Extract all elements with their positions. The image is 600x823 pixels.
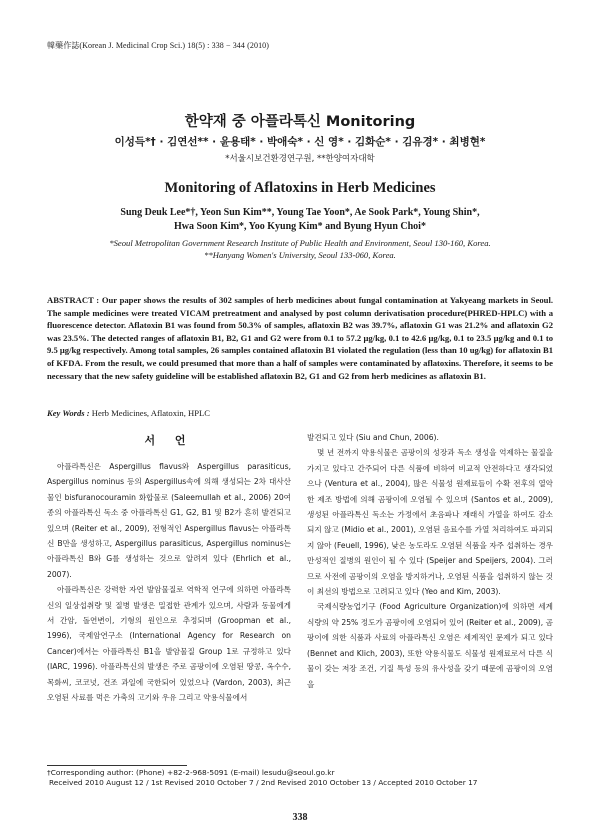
intro-paragraph-1: 아플라톡신은 Aspergillus flavus와 Aspergillus parasiticus, Aspergillus nominus 등의 Aspergillus속에 의해 생성되는 2차 대사산물인 bisfuranocouramin 화합물로 (Saleemullah et al., 2006) 20여 종의 아플라톡신 독소 중 아플라톡신 G1, G2, B1 및 B2가 흔히 발견되고 있으며 (Reiter et al., 2009), 전형적인 Aspergillus flavus는 아플라톡신 B만을 생성하고, Aspergillus parasiticus, Aspergillus nominus는 아플라톡신 B와 G를 생성하는 것으로 알려져 있다 (Ehrlich et al., 2007). [47, 462, 291, 579]
journal-header: 韓藥作誌(Korean J. Medicinal Crop Sci.) 18(5) : 338 − 344 (2010) [47, 41, 270, 50]
english-authors-line-1: Sung Deuk Lee*†, Yeon Sun Kim**, Young Tae Yoon*, Ae Sook Park*, Young Shin*, [120, 207, 480, 218]
intro-paragraph-4: 국제식량농업기구 (Food Agriculture Organization)에 의하면 세계 식량의 약 25% 정도가 곰팡이에 오염되어 있어 (Reiter et al., 2009), 곰팡이에 의한 식품과 사료의 아플라톡신 오염은 세계적인 문제가 되고 있다 (Bennet and Klich, 2003), 또한 약용식물도 식물성 원재료로서 다른 식물이 갖는 저장 조건, 기질 특성 등의 유사성을 갖기 때문에 곰팡이의 오염을 [307, 602, 553, 689]
abstract-text: Our paper shows the results of 302 samples of herb medicines about fungal contamination at Yakyeang markets in Seoul. The sample medicines were treated VICAM pretreatment and analysed by post column derivatisation procedure(PHRED-HPLC) with a fluorescence detector. Aflatoxin B1 was found from 50.3% of samples, aflatoxin B2 was 39.7%, aflatoxin G1 was 21.2% and aflatoxin G2 was 23.5%. The detected ranges of aflatoxin B1, B2, G1 and G2 were from 0.1 to 57.2 μg/kg, 0.1 to 42.6 μg/kg, 0.1 to 23.5 μg/kg and 0.1 to 9.5 μg/kg respectively. Among total samples, 26 samples contained aflatoxin B1 violated the regulation (less than 10 ug/kg) for aflatoxin B1 of KFDA. From the result, we could presumed that more than a half of samples were contaminated by aflatoxins. Therefore, it seems to be necessary that the new safety guideline will be established aflatoxin B2, G1 and G2 from herb medicines as aflatoxin B1. [47, 295, 553, 381]
english-authors [60, 206, 540, 234]
english-affiliation [40, 237, 560, 261]
korean-title: 한약재 중 아플라톡신 Monitoring [184, 114, 416, 130]
korean-authors: 이성득*† · 김연선** · 윤용태* · 박애숙* · 신 영* · 김화순* · 김유경* · 최병현* [114, 136, 486, 148]
english-affiliation-1: *Seoul Metropolitan Government Research Institute of Public Health and Environment, Seoul 130-160, Korea. [109, 238, 491, 248]
received-dates-note: Received 2010 August 12 / 1st Revised 2010 October 7 / 2nd Revised 2010 October 13 / Accepted 2010 October 17 [49, 778, 478, 787]
introduction-heading: 서 언 [144, 434, 194, 447]
page-number: 338 [292, 812, 308, 823]
corresponding-author-note: †Corresponding author: (Phone) +82-2-968-5091 (E-mail) lesudu@seoul.go.kr [47, 768, 335, 777]
abstract-label: ABSTRACT : [47, 295, 100, 305]
intro-paragraph-2: 아플라톡신은 강력한 자연 발암물질로 역학적 연구에 의하면 아플라톡신의 일상섭취량 및 질병 발생은 밀접한 관계가 있으며, 사람과 동물에게서 간암, 돌연변이, 기형의 원인으로 추정되며 (Groopman et al., 1996), 국제암연구소 (International Agency for Research on Cancer)에서는 아플라톡신 B1을 발암물질 Group 1로 규정하고 있다 (IARC, 1996). 아플라톡신의 발생은 주로 곰팡이에 오염된 땅콩, 옥수수, 목화씨, 코코넛, 건조 과일에 국한되어 있었으나 (Vardon, 2003), 최근 오염된 사료를 먹은 가축의 고기와 우유 그리고 약용식물에서 [47, 585, 291, 703]
right-column [307, 430, 553, 692]
abstract [47, 294, 553, 382]
korean-affiliation: *서울시보건환경연구원, **한양여자대학 [225, 154, 375, 164]
english-affiliation-2: **Hanyang Women's University, Seoul 133-060, Korea. [204, 250, 396, 260]
keywords [47, 408, 210, 418]
english-title: Monitoring of Aflatoxins in Herb Medicines [164, 180, 436, 196]
intro-paragraph-3: 몇 년 전까지 약용식물은 곰팡이의 성장과 독소 생성을 억제하는 물질을 가지고 있다고 간주되어 다른 식품에 비하여 비교적 안전하다고 생각되었으나 (Ventura et al., 2004), 많은 식물성 원재료들이 수확 전후의 열악한 제조 방법에 의해 곰팡이에 오염될 수 있으며 (Santos et al., 2009), 생성된 아플라톡신 독소는 가정에서 초음파나 재래식 가열을 하여도 감소되지 않고 (Midio et al., 2001), 오염된 음료수를 가열 처리하여도 파괴되지 않아 (Feuell, 1996), 낮은 농도라도 오염된 식품을 자주 섭취하는 경우 만성적인 질병의 원인이 될 수 있다 (Speijer and Speijers, 2004). 그러므로 사전에 곰팡이의 오염을 방지하거나, 오염된 식품을 섭취하지 않는 것이 최선의 방법으로 고려되고 있다 (Yeo and Kim, 2003). [307, 448, 553, 597]
footnote-divider [47, 765, 187, 766]
keywords-label: Key Words : [47, 408, 90, 418]
left-column [47, 459, 291, 706]
english-authors-line-2: Hwa Soon Kim*, Yoo Kyung Kim* and Byung Hyun Choi* [174, 221, 426, 232]
keywords-text: Herb Medicines, Aflatoxin, HPLC [89, 408, 210, 418]
intro-paragraph-2-cont: 발견되고 있다 (Siu and Chun, 2006). [307, 433, 439, 442]
